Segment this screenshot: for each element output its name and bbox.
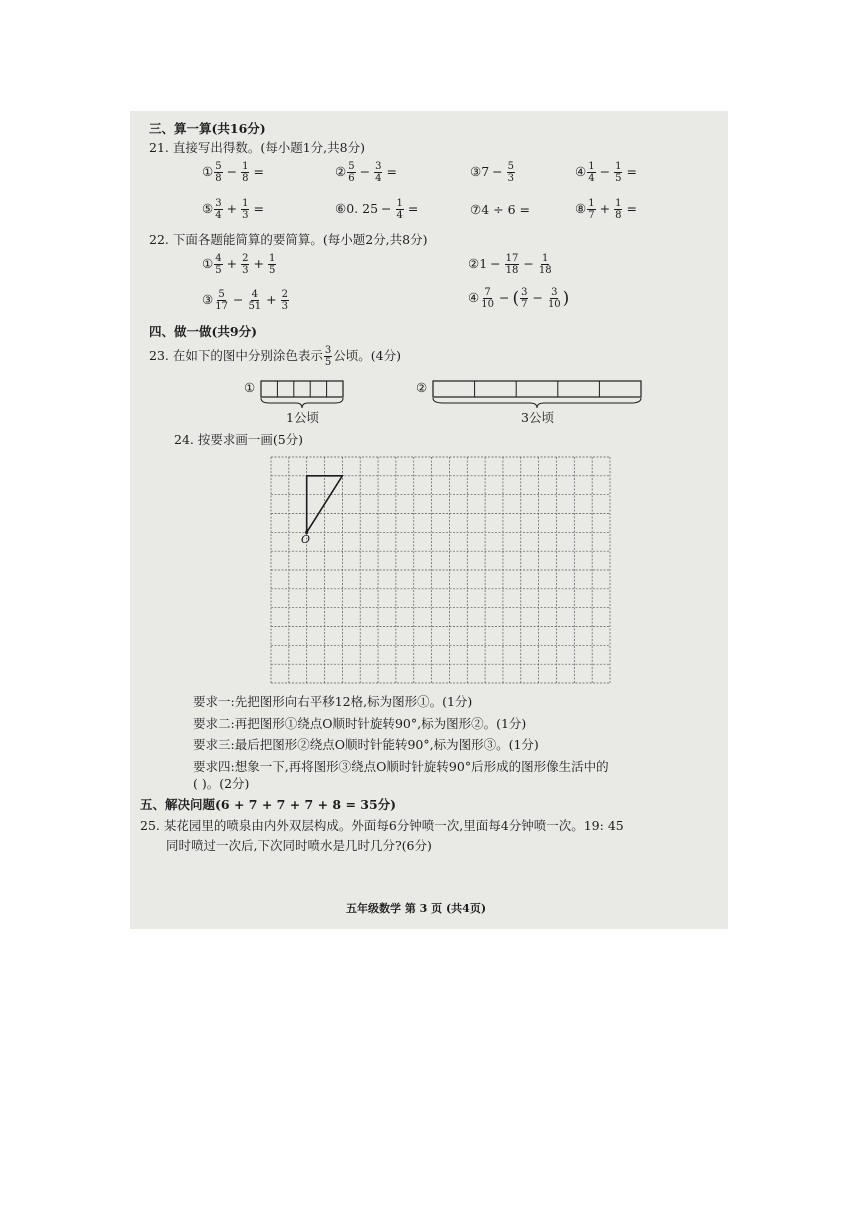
- operator: −: [492, 164, 503, 179]
- section-4-title: 四、做一做(共9分): [149, 324, 258, 339]
- fraction: $\frac{2}{3}$: [242, 253, 249, 276]
- section-3-title: 三、算一算(共16分): [149, 121, 266, 136]
- drawing-grid: [271, 457, 610, 683]
- fraction: $\frac{2}{3}$: [281, 289, 289, 312]
- page-footer: 五年级数学 第 3 页 (共4页): [346, 902, 487, 915]
- q21-item: [470, 161, 516, 184]
- operator: =: [626, 201, 637, 216]
- parenthesis: (: [512, 288, 520, 309]
- q21-item: [470, 202, 530, 218]
- q23-figure-1: [261, 381, 343, 411]
- fraction: $\frac{4}{51}$: [248, 289, 262, 312]
- fraction: $\frac{4}{5}$: [215, 253, 222, 276]
- q21-item: [335, 198, 421, 221]
- q23-fig1-brace: [261, 398, 343, 408]
- q21-item: [575, 198, 640, 221]
- operator: −: [232, 292, 244, 307]
- item-number: ③: [202, 292, 214, 307]
- number: 1: [479, 256, 488, 271]
- operator: −: [359, 164, 371, 179]
- fraction: $\frac{3}{7}$: [521, 287, 528, 310]
- requirement-2: 要求二:再把图形①绕点O顺时针旋转90°,标为图形②。(1分): [193, 716, 527, 731]
- q21-item: [202, 198, 267, 221]
- section-5-title: 五、解决问题(6 + 7 + 7 + 7 + 8 = 35分): [140, 797, 397, 812]
- item-number: ②: [335, 164, 347, 179]
- operator: +: [226, 201, 238, 216]
- q23-fig2-brace: [433, 398, 641, 408]
- q21-item: [335, 161, 400, 184]
- q23-fraction: $\frac{3}{5}$: [324, 345, 332, 368]
- q21-item: [575, 161, 640, 184]
- q23-stem-post: 公顷。(4分): [333, 348, 401, 363]
- point-o-label: O: [301, 533, 311, 546]
- requirement-1: 要求一:先把图形向右平移12格,标为图形①。(1分): [193, 694, 473, 709]
- operator: −: [381, 201, 392, 216]
- operator: =: [407, 201, 419, 216]
- fraction: $\frac{1}{5}$: [268, 253, 276, 276]
- operator: −: [498, 290, 510, 305]
- operator: −: [490, 256, 501, 271]
- q23-figure-2: [433, 381, 641, 411]
- q23-stem-pre: 23. 在如下的图中分别涂色表示: [149, 348, 323, 363]
- fraction: $\frac{17}{18}$: [505, 253, 519, 276]
- operator: +: [253, 256, 264, 271]
- fraction: $\frac{5}{6}$: [348, 161, 355, 184]
- q23-fig2-label: 3公顷: [521, 410, 554, 425]
- q24-stem: 24. 按要求画一画(5分): [174, 432, 304, 447]
- fraction: $\frac{7}{10}$: [481, 287, 494, 310]
- item-number: ①: [202, 164, 214, 179]
- number: 4 ÷ 6 =: [481, 202, 530, 217]
- operator: −: [523, 256, 534, 271]
- fraction: $\frac{1}{5}$: [615, 161, 622, 184]
- item-number: ⑦: [470, 202, 482, 217]
- fraction: $\frac{1}{8}$: [615, 198, 622, 221]
- item-number: ③: [470, 164, 482, 179]
- item-number: ①: [202, 256, 214, 271]
- item-number: ④: [575, 164, 587, 179]
- q21-stem: 21. 直接写出得数。(每小题1分,共8分): [149, 140, 365, 155]
- fraction: $\frac{3}{4}$: [215, 198, 222, 221]
- fraction: $\frac{1}{3}$: [242, 198, 249, 221]
- fraction: $\frac{1}{4}$: [588, 161, 595, 184]
- q23-fig1-number: ①: [244, 380, 256, 395]
- operator: −: [226, 164, 238, 179]
- fraction: $\frac{5}{8}$: [215, 161, 222, 184]
- q22-item: [468, 287, 569, 310]
- operator: +: [599, 201, 611, 216]
- q25-line-1: 25. 某花园里的喷泉由内外双层构成。外面每6分钟喷一次,里面每4分钟喷一次。19: 45: [140, 818, 624, 833]
- item-number: ⑤: [202, 201, 214, 216]
- fraction: $\frac{1}{4}$: [396, 198, 403, 221]
- requirement-4: 要求四:想象一下,再将图形③绕点O顺时针旋转90°后形成的图形像生活中的: [193, 759, 609, 774]
- item-number: ⑥: [335, 201, 347, 216]
- number: 0. 25: [346, 201, 379, 216]
- q21-item: [202, 161, 267, 184]
- requirement-3: 要求三:最后把图形②绕点O顺时针能转90°,标为图形③。(1分): [193, 737, 539, 752]
- q22-stem: 22. 下面各题能简算的要简算。(每小题2分,共8分): [149, 232, 428, 247]
- fraction: $\frac{1}{8}$: [242, 161, 249, 184]
- q22-item: [202, 289, 290, 312]
- item-number: ⑧: [575, 201, 587, 216]
- fraction: $\frac{5}{3}$: [507, 161, 515, 184]
- operator: −: [532, 290, 543, 305]
- fraction: $\frac{3}{4}$: [375, 161, 382, 184]
- q23-stem: [149, 345, 401, 368]
- item-number: ④: [468, 290, 480, 305]
- fraction: $\frac{3}{10}$: [547, 287, 561, 310]
- fraction: $\frac{5}{17}$: [215, 289, 228, 312]
- q23-fig2-box: [433, 381, 641, 397]
- q22-item: [468, 253, 554, 276]
- q23-fig1-box: [261, 381, 343, 397]
- operator: =: [626, 164, 637, 179]
- q23-fig1-label: 1公顷: [286, 410, 319, 425]
- q22-item: [202, 253, 277, 276]
- operator: −: [599, 164, 611, 179]
- fraction: $\frac{1}{18}$: [538, 253, 552, 276]
- q23-fig2-number: ②: [416, 380, 428, 395]
- number: 7: [481, 164, 490, 179]
- operator: =: [253, 164, 264, 179]
- fraction: $\frac{1}{7}$: [588, 198, 595, 221]
- item-number: ②: [468, 256, 480, 271]
- operator: =: [253, 201, 264, 216]
- operator: +: [266, 292, 277, 307]
- operator: =: [386, 164, 397, 179]
- q25-line-2: 同时喷过一次后,下次同时喷水是几时几分?(6分): [166, 838, 432, 853]
- requirement-4-answer-blank: ( )。(2分): [193, 776, 250, 791]
- operator: +: [226, 256, 238, 271]
- parenthesis: ): [562, 288, 570, 309]
